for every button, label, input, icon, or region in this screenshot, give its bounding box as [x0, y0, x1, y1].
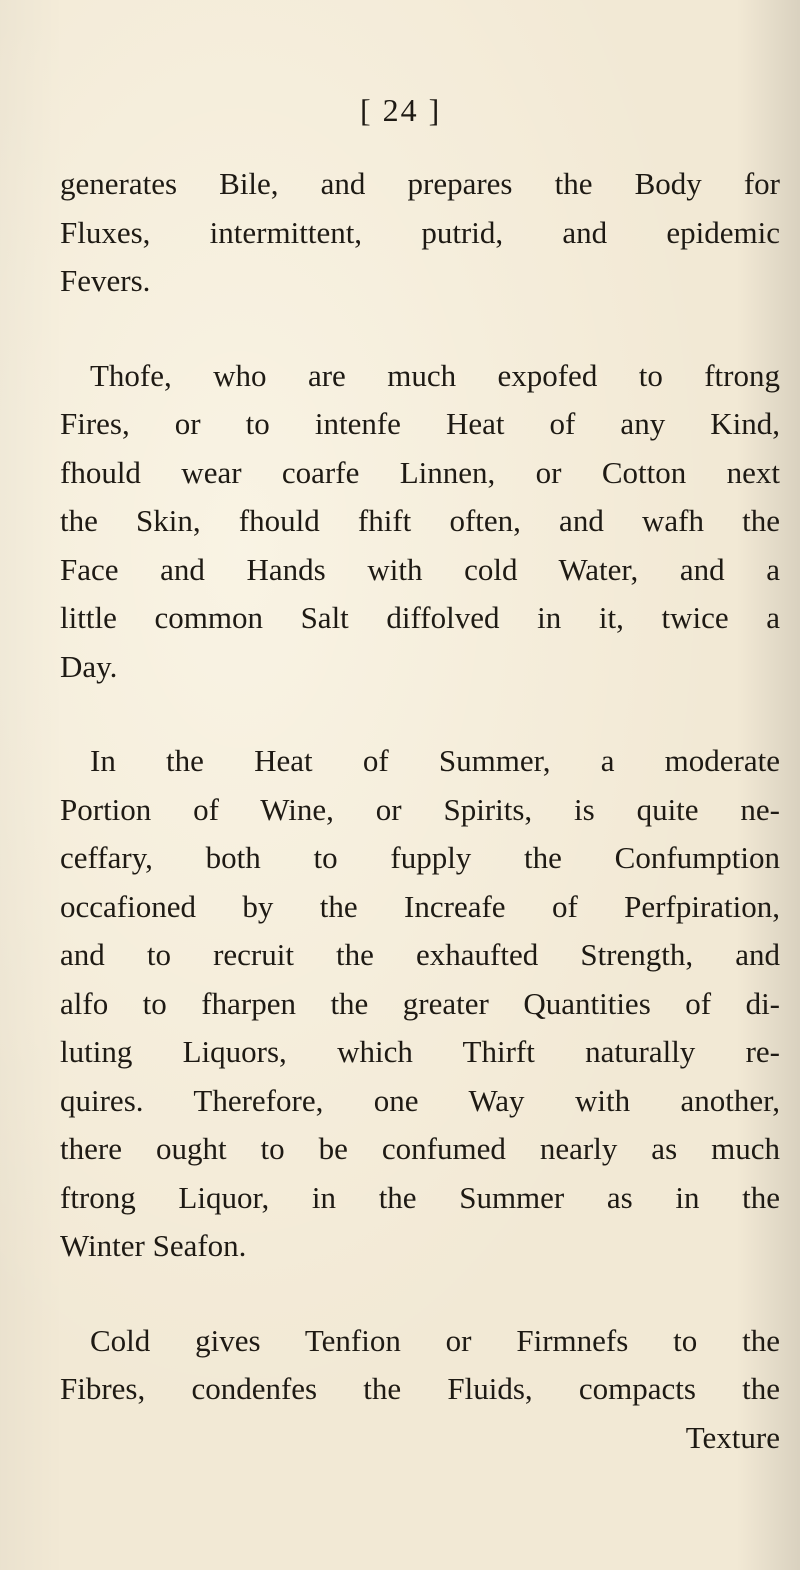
paragraph — [60, 737, 780, 1271]
text-line: In the Heat of Summer, a moderate — [90, 743, 780, 778]
text-line: Portion of Wine, or Spirits, is quite ne- — [60, 791, 780, 827]
page-text — [60, 160, 780, 1462]
text-line: Day. — [60, 648, 118, 684]
text-line: the Skin, fhould fhift often, and wafh the — [60, 503, 780, 538]
text-line: Fires, or to intenfe Heat of any Kind, — [60, 406, 780, 441]
text-line: quires. Therefore, one Way with another, — [60, 1082, 780, 1118]
text-line: generates Bile, and prepares the Body for — [60, 166, 780, 201]
text-line: occafioned by the Increafe of Perfpiration, — [60, 888, 780, 924]
text-line: little common Salt diffolved in it, twice a — [60, 600, 780, 635]
text-line: luting Liquors, which Thirft naturally re- — [60, 1034, 780, 1069]
paragraph — [60, 160, 780, 306]
text-line: Cold gives Tenfion or Firmnefs to the — [90, 1322, 780, 1358]
text-line: ceffary, both to fupply the Confumption — [60, 840, 780, 875]
text-line: Fluxes, intermittent, putrid, and epidemic — [60, 214, 780, 250]
text-line: alfo to fharpen the greater Quantities of di- — [60, 985, 780, 1021]
text-line: Fevers. — [60, 263, 151, 298]
text-line: Fibres, condenfes the Fluids, compacts the — [60, 1371, 780, 1406]
text-line: ftrong Liquor, in the Summer as in the — [60, 1179, 780, 1215]
paragraph — [60, 352, 780, 692]
text-line: fhould wear coarfe Linnen, or Cotton next — [60, 454, 780, 490]
text-line: and to recruit the exhaufted Strength, and — [60, 937, 780, 972]
catchword: Texture — [685, 1419, 780, 1455]
page-number: [ 24 ] — [360, 92, 442, 128]
paragraph — [60, 1317, 780, 1414]
text-line: Thofe, who are much expofed to ftrong — [90, 357, 780, 393]
text-line: there ought to be confumed nearly as much — [60, 1131, 780, 1166]
text-line: Winter Seafon. — [60, 1228, 247, 1263]
text-line: Face and Hands with cold Water, and a — [60, 551, 780, 587]
